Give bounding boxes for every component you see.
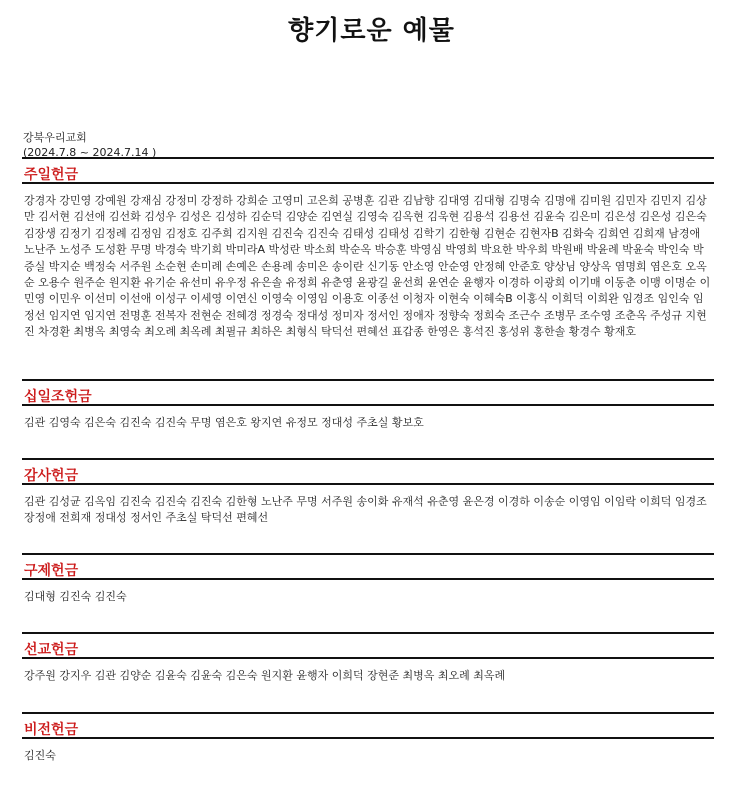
- section-names: 김대형 김진숙 김진숙: [24, 590, 127, 603]
- header-info: [23, 130, 156, 160]
- section-tithe-offering: [22, 379, 714, 458]
- section-title: 선교헌금: [22, 634, 714, 659]
- section-mission-offering: [22, 632, 714, 712]
- section-title: 비전헌금: [22, 714, 714, 739]
- section-relief-offering: [22, 553, 714, 632]
- section-names: 김관 김영숙 김은숙 김진숙 김진숙 무명 염은호 왕지연 유정모 정대성 주초실 황보호: [24, 416, 424, 429]
- section-thanksgiving-offering: [22, 458, 714, 553]
- page-title: 향기로운 예물: [288, 16, 455, 46]
- section-title: 구제헌금: [22, 555, 714, 580]
- section-names: 강주원 강지우 김관 김양순 김윤숙 김윤숙 김은숙 원지환 윤행자 이희덕 장현준 최병옥 최오례 최옥례: [24, 669, 506, 682]
- section-vision-offering: [22, 712, 714, 774]
- offering-sections: [22, 157, 714, 774]
- section-title: 감사헌금: [22, 460, 714, 485]
- section-names: 김진숙: [24, 749, 56, 762]
- section-sunday-offering: [22, 157, 714, 379]
- section-names: 강경자 강민영 강예원 강재심 강정미 강정하 강희순 고영미 고은희 공병훈 김관 김남향 김대영 김대형 김명숙 김명애 김미원 김민자 김민지 김상만 김서현 김선애 김선화 김성우 김성은 김성하 김순덕 김양순 김연실 김영숙 김옥현 김욱현 김용석 김용선 김윤숙 김은미 김은성 김은성 김은숙 김장생 김정기 김정례 김정임 김정호 김주희 김지원 김진숙 김진숙 김태성 김태성 김학기 김한형 김현순 김현자B 김화숙 김희연 김희재 남경애 노난주 노성주 도성환 무명 박경숙 박기희 박미라A 박성란 박소희 박순옥 박승훈 박영심 박영희 박요한 박우희 박원배 박윤례 박윤숙 박인숙 박증실 박지순 백정숙 서주원 소순현 손미례 손예은 손용례 송미은 송이란 신기동 안소영 안순영 안정혜 안준호 양상님 양상옥 염명희 염은호 오옥순 오용수 원주순 원지환 유기순 유선미 유우정 유은솔 유정희 유춘영 윤광길 윤선희 윤연순 윤행자 이경하 이광희 이기매 이동춘 이맹 이명순 이민영 이민우 이선미 이선애 이성구 이세영 이연신 이영숙 이영임 이용호 이종선 이청자 이현숙 이혜숙B 이홍식 이희덕 이희완 임경조 임인숙 임정선 임지연 임지연 전명훈 전복자 전현순 전혜경 정경숙 정대성 정미자 정서인 정애자 정향숙 정희숙 조근수 조병무 조수영 조춘옥 주성규 지현진 차경환 최병옥 최영숙 최오례 최옥례 최필규 최하은 최형식 탁덕선 편혜선 표갑종 한영은 홍석진 홍성위 홍한솔 황경수 황재호: [24, 194, 711, 339]
- date-range: (2024.7.8 ~ 2024.7.14 ): [23, 146, 157, 159]
- church-name: 강북우리교회: [23, 131, 87, 144]
- section-title: 십일조헌금: [22, 381, 714, 406]
- section-title: 주일헌금: [22, 159, 714, 184]
- section-names: 김관 김성균 김옥임 김진숙 김진숙 김진숙 김한형 노난주 무명 서주원 송이화 유재석 유춘영 윤은경 이경하 이송순 이영임 이임락 이희덕 임경조 장정애 전희재 정대성 정서인 주초실 탁덕선 편혜선: [24, 495, 707, 525]
